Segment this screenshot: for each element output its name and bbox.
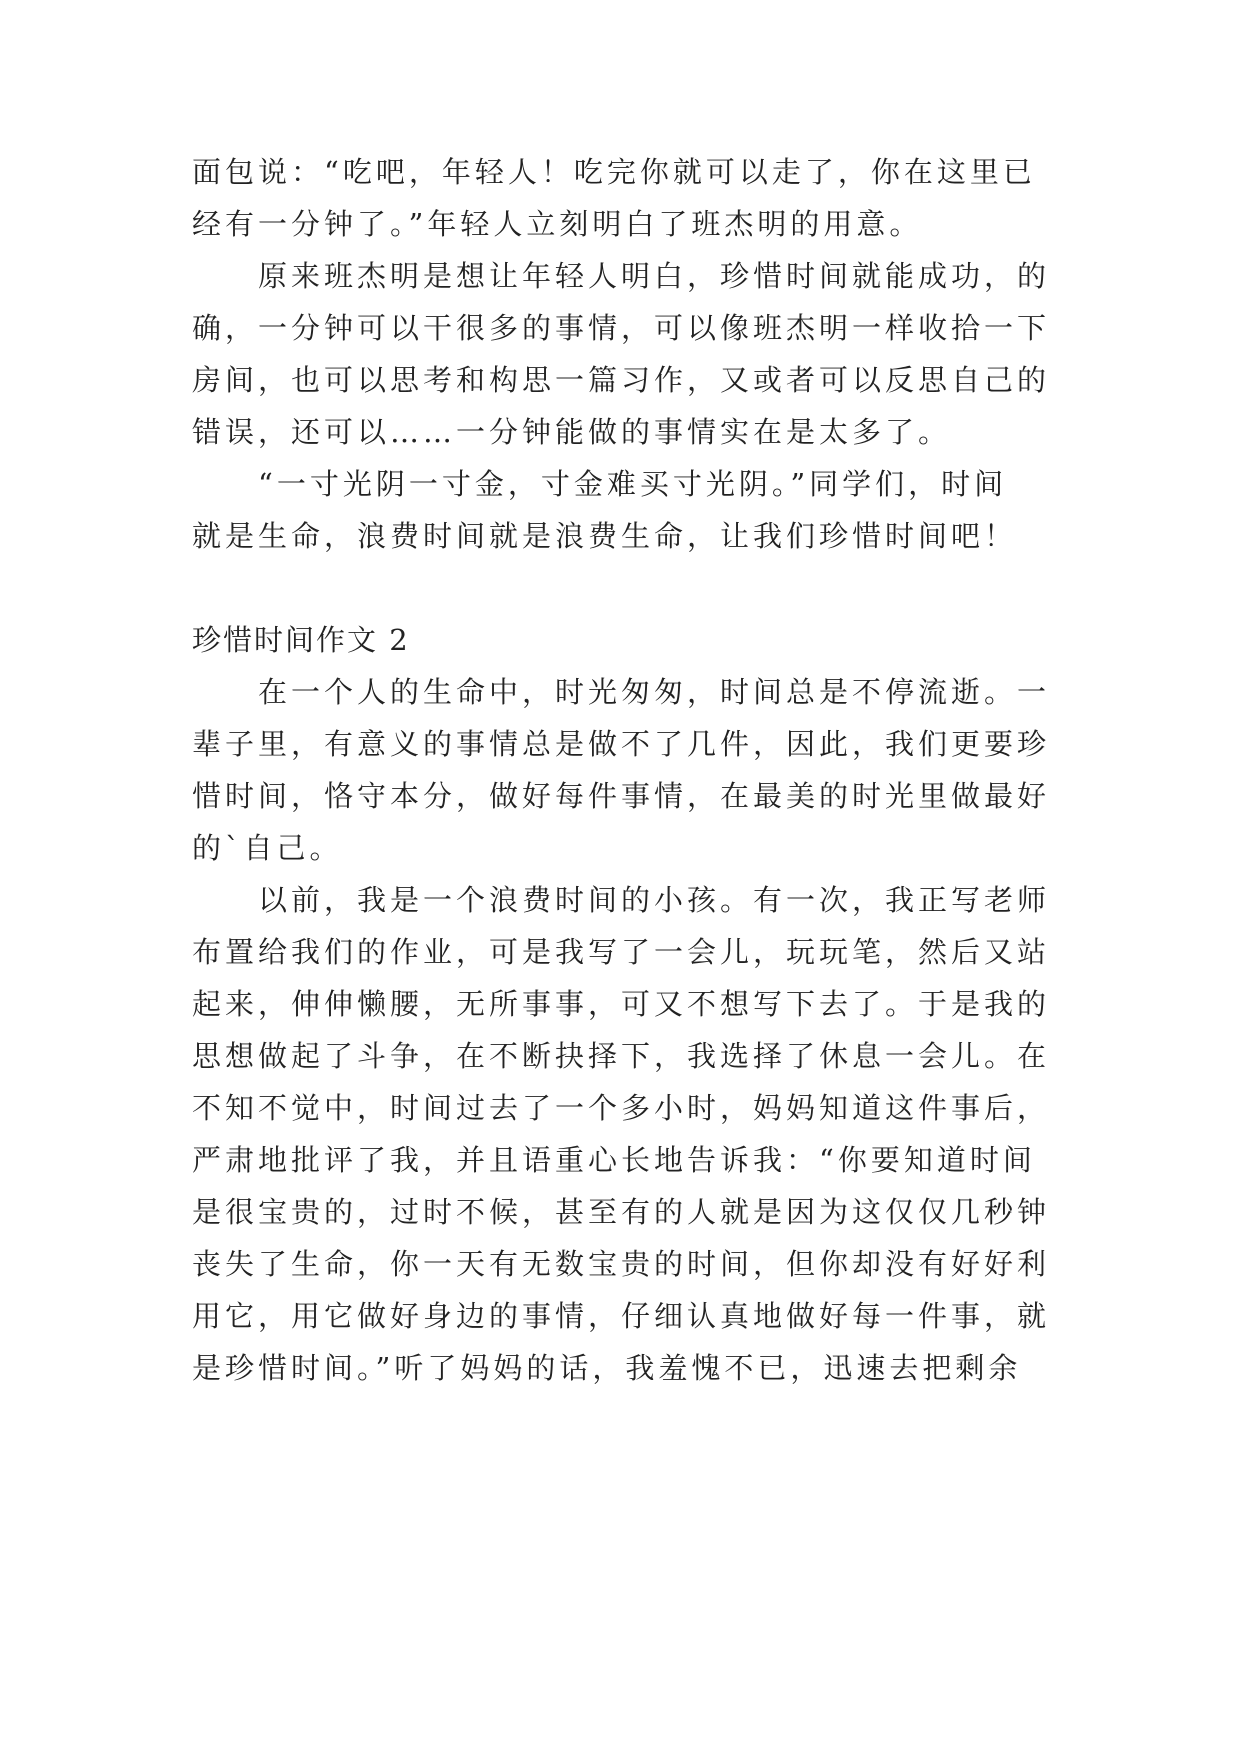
paragraph-line: 经有一分钟了。”年轻人立刻明白了班杰明的用意。 [192, 207, 923, 241]
paragraph-line: 以前，我是一个浪费时间的小孩。有一次，我正写老师 [258, 883, 1051, 917]
paragraph-line: 原来班杰明是想让年轻人明白，珍惜时间就能成功，的 [258, 259, 1051, 293]
paragraph-line: 确，一分钟可以干很多的事情，可以像班杰明一样收拾一下 [192, 311, 1051, 345]
section-heading: 珍惜时间作文 2 [192, 623, 410, 657]
paragraph-line: 的`自己。 [192, 831, 343, 865]
paragraph-line: 是很宝贵的，过时不候，甚至有的人就是因为这仅仅几秒钟 [192, 1195, 1051, 1229]
paragraph-line: 不知不觉中，时间过去了一个多小时，妈妈知道这件事后， [192, 1091, 1051, 1125]
paragraph-line: 面包说：“吃吧，年轻人！吃完你就可以走了，你在这里已 [192, 155, 1036, 189]
paragraph-line: 辈子里，有意义的事情总是做不了几件，因此，我们更要珍 [192, 727, 1051, 761]
paragraph-line: 就是生命，浪费时间就是浪费生命，让我们珍惜时间吧！ [192, 519, 1018, 553]
paragraph-line: 错误，还可以……一分钟能做的事情实在是太多了。 [192, 415, 952, 449]
paragraph-line: 丧失了生命，你一天有无数宝贵的时间，但你却没有好好利 [192, 1247, 1051, 1281]
paragraph-line: 惜时间，恪守本分，做好每件事情，在最美的时光里做最好 [192, 779, 1051, 813]
paragraph-line: 房间，也可以思考和构思一篇习作，又或者可以反思自己的 [192, 363, 1051, 397]
paragraph-line: 在一个人的生命中，时光匆匆，时间总是不停流逝。一 [258, 675, 1051, 709]
paragraph-line: 用它，用它做好身边的事情，仔细认真地做好每一件事，就 [192, 1299, 1051, 1333]
paragraph-line: 布置给我们的作业，可是我写了一会儿，玩玩笔，然后又站 [192, 935, 1051, 969]
paragraph-line: 严肃地批评了我，并且语重心长地告诉我：“你要知道时间 [192, 1143, 1036, 1177]
paragraph-line: 是珍惜时间。”听了妈妈的话，我羞愧不已，迅速去把剩余 [192, 1351, 1022, 1385]
paragraph-line: “一寸光阴一寸金，寸金难买寸光阴。”同学们，时间 [258, 467, 1008, 501]
paragraph-line: 起来，伸伸懒腰，无所事事，可又不想写下去了。于是我的 [192, 987, 1051, 1021]
paragraph-line: 思想做起了斗争，在不断抉择下，我选择了休息一会儿。在 [192, 1039, 1051, 1073]
